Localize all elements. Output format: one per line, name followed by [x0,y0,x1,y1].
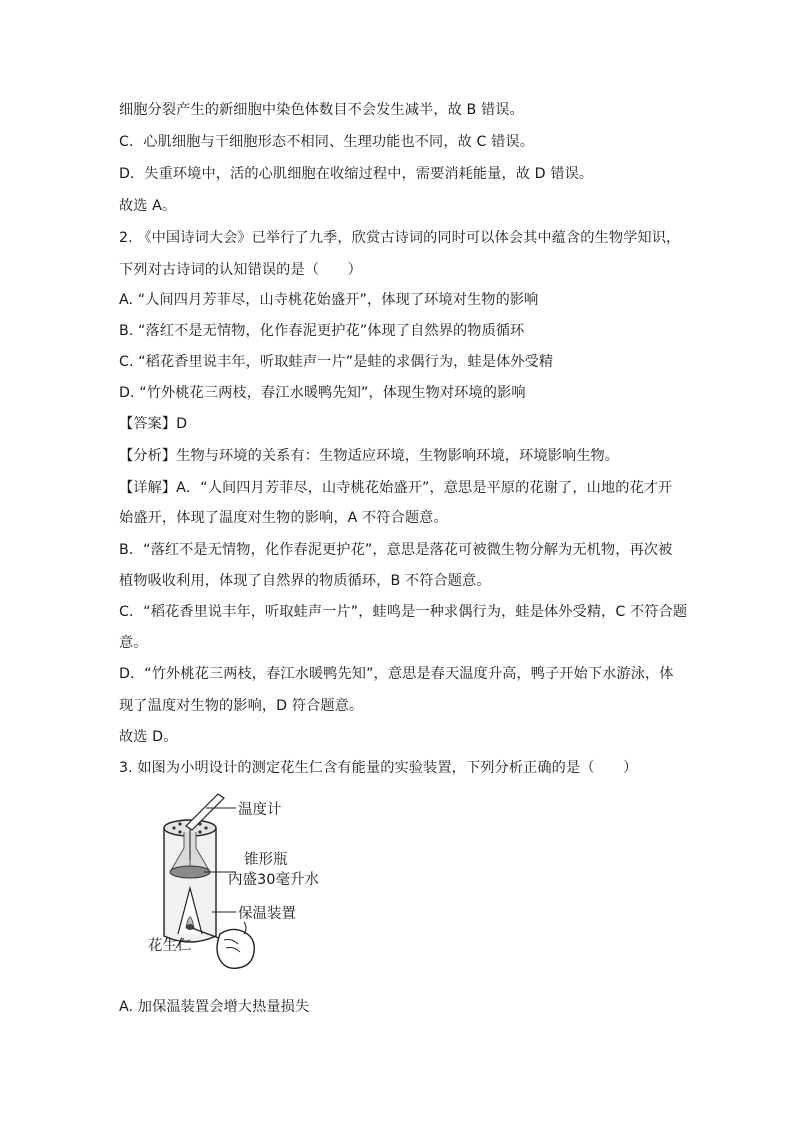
option-a: A. “人间四月芳菲尽，山寺桃花始盛开”，体现了环境对生物的影响 [119,292,539,308]
option-b: B. “落红不是无情物，化作春泥更护花”体现了自然界的物质循环 [119,323,525,339]
explanation: 始盛开，体现了温度对生物的影响，A 不符合题意。 [119,510,448,526]
explanation: D．“竹外桃花三两枝，春江水暖鸭先知”，意思是春天温度升高，鸭子开始下水游泳，体 [119,666,674,682]
text-line: 细胞分裂产生的新细胞中染色体数目不会发生减半，故 B 错误。 [119,102,524,118]
conclusion: 故选 D。 [119,729,178,745]
analysis: 【分析】生物与环境的关系有：生物适应环境，生物影响环境，环境影响生物。 [119,448,620,464]
question-3-stem: 3. 如图为小明设计的测定花生仁含有能量的实验装置，下列分析正确的是（ ） [119,760,638,776]
question-2-stem: 2. 《中国诗词大会》已举行了九季，欣赏古诗词的同时可以体会其中蕴含的生物学知识， [119,230,681,246]
peanut-label: 花生仁 [148,938,192,954]
explanation: 植物吸收利用，体现了自然界的物质循环，B 不符合题意。 [119,573,491,589]
thermometer-label: 温度计 [238,802,282,818]
explanation: C．“稻花香里说丰年，听取蛙声一片”，蛙鸣是一种求偶行为，蛙是体外受精，C 不符合题 [119,604,688,620]
water-label: 内盛30毫升水 [228,872,319,888]
explanation: 意。 [119,635,148,651]
explanation: B．“落红不是无情物，化作春泥更护花”，意思是落花可被微生物分解为无机物，再次被 [119,542,673,558]
flask-label: 锥形瓶 [244,852,288,868]
text-line: 故选 A。 [119,198,177,214]
text-line: D．失重环境中，活的心肌细胞在收缩过程中，需要消耗能量，故 D 错误。 [119,166,594,182]
question-2-stem: 下列对古诗词的认知错误的是（ ） [119,262,362,278]
answer: 【答案】D [119,416,188,432]
explanation: 【详解】A．“人间四月芳菲尽，山寺桃花始盛开”，意思是平原的花谢了，山地的花才开 [119,480,673,496]
option-c: C. “稻花香里说丰年，听取蛙声一片”是蛙的求偶行为，蛙是体外受精 [119,354,554,370]
explanation: 现了温度对生物的影响，D 符合题意。 [119,698,364,714]
insulation-label: 保温装置 [238,906,296,922]
question-3-option-a: A. 加保温装置会增大热量损失 [119,999,310,1015]
option-d: D. “竹外桃花三两枝，春江水暖鸭先知”，体现生物对环境的影响 [119,385,526,401]
text-line: C．心肌细胞与干细胞形态不相同、生理功能也不同，故 C 错误。 [119,134,534,150]
experiment-apparatus-figure [140,788,340,978]
